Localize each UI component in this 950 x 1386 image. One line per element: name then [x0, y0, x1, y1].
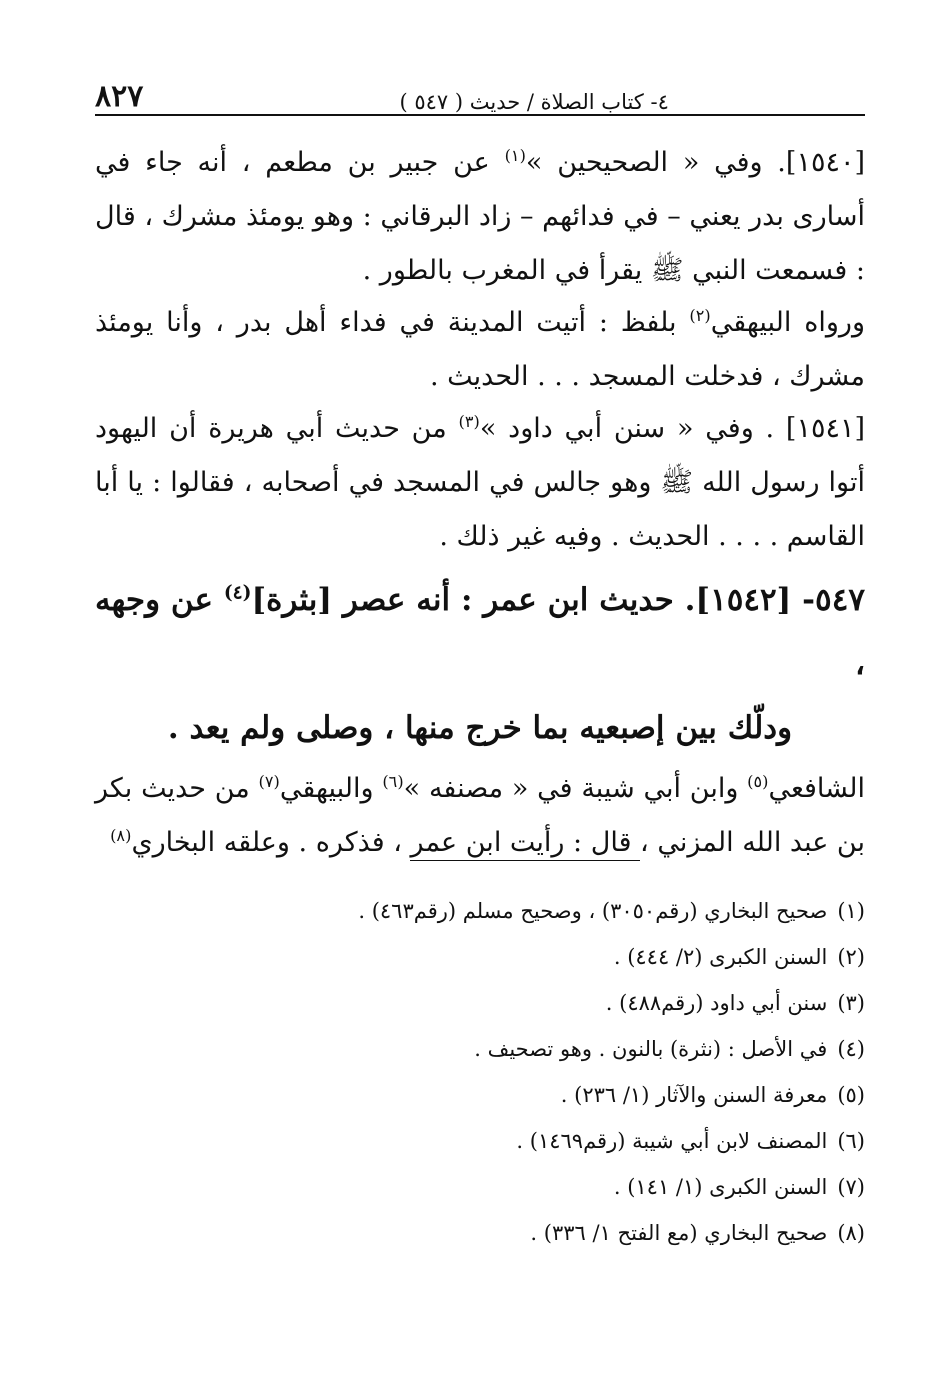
hadith-heading-547	[95, 568, 865, 760]
footnote-text: السنن الكبرى (٢/ ٤٤٤) .	[613, 945, 828, 969]
footnote-number: (٦)	[837, 1129, 865, 1153]
paragraph-1541	[95, 402, 865, 564]
footnote-ref-7: (٧)	[258, 772, 280, 791]
paragraph-text: عن جبير بن مطعم ، أنه جاء في أسارى بدر يعني – في فدائهم – زاد البرقاني : وهو يومئذ مشرك ، قال : فسمعت النبي ﷺ يقرأ في المغرب بالطور .	[95, 147, 865, 286]
paragraph-bayhaqi	[95, 296, 865, 404]
footnote-6	[205, 1118, 865, 1164]
page-number: ٨٢٧	[95, 79, 144, 114]
footnote-ref-2: (٢)	[689, 306, 711, 325]
paragraph-text: من حديث أبي هريرة أن اليهود أتوا رسول الله ﷺ وهو جالس في المسجد في أصحابه ، فقالوا : يا أبا القاسم . . . . الحديث . وفيه غير ذلك .	[95, 413, 865, 552]
footnote-ref-8: (٨)	[110, 826, 132, 845]
footnote-2	[205, 934, 865, 980]
footnote-text: سنن أبي داود (رقم٤٨٨) .	[605, 991, 828, 1015]
footnote-number: (١)	[837, 899, 865, 923]
paragraph-text: ورواه البيهقي	[710, 307, 865, 338]
footnote-text: صحيح البخاري (رقم٣٠٥٠) ، وصحيح مسلم (رقم٤٦٣) .	[358, 899, 828, 923]
footnote-text: السنن الكبرى (١/ ١٤١) .	[613, 1175, 828, 1199]
footnote-ref-1: (١)	[504, 146, 526, 165]
footnote-number: (٢)	[837, 945, 865, 969]
paragraph-text: من حديث بكر بن عبد الله المزني ، قال : رأيت ابن عمر ، فذكره . وعلقه البخاري	[95, 773, 865, 858]
footnote-text: صحيح البخاري (مع الفتح ١/ ٣٣٦) .	[530, 1221, 828, 1245]
main-text	[95, 136, 865, 870]
footnote-text: معرفة السنن والآثار (١/ ٢٣٦) .	[560, 1083, 828, 1107]
paragraph-text: [١٥٤٠]. وفي « الصحيحين »	[525, 147, 865, 178]
footnote-1	[205, 888, 865, 934]
footnote-text: المصنف لابن أبي شيبة (رقم١٤٦٩) .	[516, 1129, 828, 1153]
footnote-number: (٨)	[837, 1221, 865, 1245]
footnote-number: (٤)	[837, 1037, 865, 1061]
footnote-separator	[410, 860, 640, 861]
heading-text: عن وجهه ،	[95, 582, 865, 682]
footnote-text: في الأصل : (نثرة) بالنون . وهو تصحيف .	[474, 1037, 828, 1061]
paragraph-text: [١٥٤١] . وفي « سنن أبي داود »	[479, 413, 865, 444]
heading-line-1	[95, 568, 865, 696]
heading-text: ٥٤٧- [١٥٤٢]. حديث ابن عمر : أنه عصر [بثرة]	[251, 582, 865, 618]
footnote-ref-3: (٣)	[458, 412, 480, 431]
footnote-3	[205, 980, 865, 1026]
footnote-ref-6: (٦)	[382, 772, 404, 791]
footnote-4	[205, 1026, 865, 1072]
paragraph-takhrij	[95, 762, 865, 870]
footnote-ref-4: (٤)	[223, 582, 252, 604]
footnotes	[205, 888, 865, 1256]
page	[95, 74, 865, 868]
paragraph-text: بلفظ : أتيت المدينة في فداء أهل بدر ، وأنا يومئذ مشرك ، فدخلت المسجد . . . الحديث .	[95, 307, 865, 392]
paragraph-text: الشافعي	[768, 773, 865, 804]
page-header	[95, 74, 865, 116]
footnote-ref-5: (٥)	[747, 772, 769, 791]
footnote-number: (٥)	[837, 1083, 865, 1107]
paragraph-1540	[95, 136, 865, 298]
footnote-number: (٧)	[837, 1175, 865, 1199]
footnote-7	[205, 1164, 865, 1210]
footnote-8	[205, 1210, 865, 1256]
footnote-5	[205, 1072, 865, 1118]
running-title: ٤- كتاب الصلاة / حديث ( ٥٤٧ )	[399, 90, 669, 114]
heading-line-2: ودلّك بين إصبعيه بما خرج منها ، وصلى ولم يعد .	[167, 710, 793, 746]
footnote-number: (٣)	[837, 991, 865, 1015]
paragraph-text: وابن أبي شيبة في « مصنفه »	[403, 773, 748, 804]
paragraph-text: والبيهقي	[279, 773, 383, 804]
